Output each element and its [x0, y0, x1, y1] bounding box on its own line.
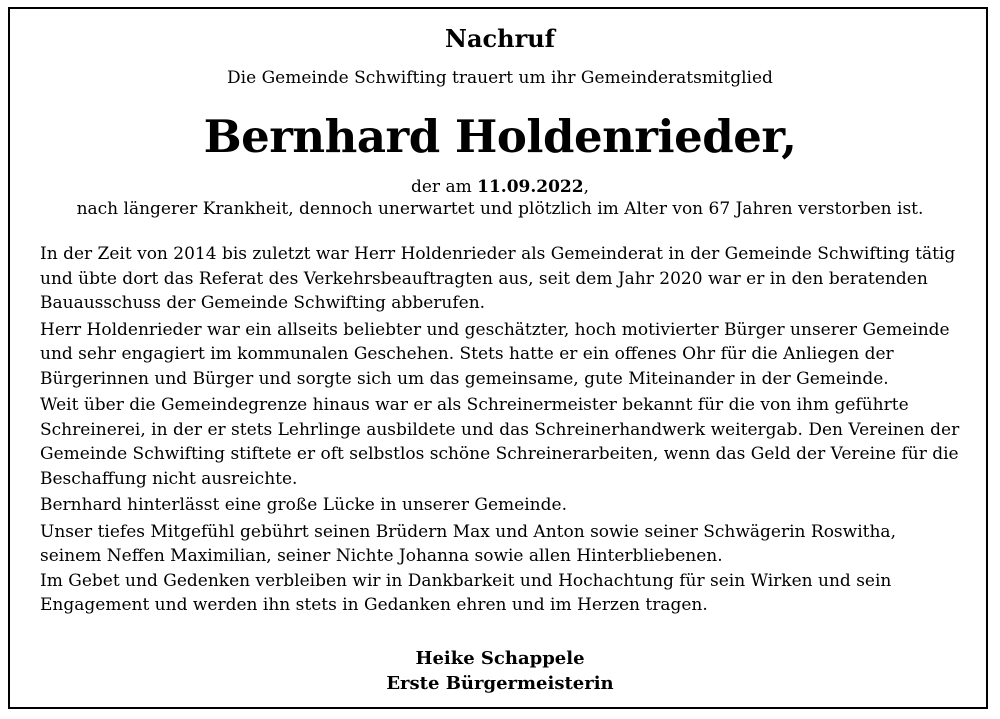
paragraph-remembrance: Im Gebet und Gedenken verbleiben wir in Dankbarkeit und Hochachtung für sein Wirken und sein Engagement und werden ihn stets in Gedanken ehren und im Herzen tragen. [40, 570, 892, 615]
paragraph-service: In der Zeit von 2014 bis zuletzt war Herr Holdenrieder als Gemeinderat in der Gemeinde Schwifting tätig und übte dort das Referat des Verkehrsbeauftragten aus, seit dem Jahr 2020 war er in den beratenden Bauausschuss der Gemeinde Schwifting abberufen. [40, 244, 956, 313]
death-date: 11.09.2022 [477, 177, 584, 197]
paragraph-loss: Bernhard hinterlässt eine große Lücke in unserer Gemeinde. [40, 495, 567, 515]
signatory-name: Heike Schappele [415, 648, 585, 669]
death-detail: nach längerer Krankheit, dennoch unerwartet und plötzlich im Alter von 67 Jahren verstorben ist. [76, 199, 924, 219]
paragraph-profession: Weit über die Gemeindegrenze hinaus war er als Schreinermeister bekannt für die von ihm geführte Schreinerei, in der er stets Lehrlinge ausbildete und das Schreinerhandwerk weitergab. Den Vereinen der Gemeinde Schwifting stiftete er oft selbstlos schöne Schreinerarbeiten, wenn das Geld der Vereine für die Beschaffung nicht ausreichte. [40, 395, 960, 489]
death-suffix: , [583, 177, 589, 197]
notice-body [40, 242, 960, 620]
notice-heading: Nachruf [445, 24, 555, 53]
death-date-line [0, 176, 1000, 198]
paragraph-character: Herr Holdenrieder war ein allseits beliebter und geschätzter, hoch motivierter Bürger unserer Gemeinde und sehr engagiert im kommunalen Geschehen. Stets hatte er ein offenes Ohr für die Anliegen der Bürgerinnen und Bürger und sorgte sich um das gemeinsame, gute Miteinander in der Gemeinde. [40, 319, 950, 389]
death-info [0, 176, 1000, 220]
deceased-name: Bernhard Holdenrieder, [203, 110, 797, 163]
death-prefix: der am [410, 177, 478, 197]
signatory-title: Erste Bürgermeisterin [386, 673, 614, 694]
notice-intro: Die Gemeinde Schwifting trauert um ihr Gemeinderatsmitglied [227, 68, 773, 88]
signature-block [0, 646, 1000, 696]
paragraph-condolence: Unser tiefes Mitgefühl gebührt seinen Brüdern Max und Anton sowie seiner Schwägerin Roswitha, seinem Neffen Maximilian, seiner Nichte Johanna sowie allen Hinterbliebenen. [40, 521, 896, 566]
